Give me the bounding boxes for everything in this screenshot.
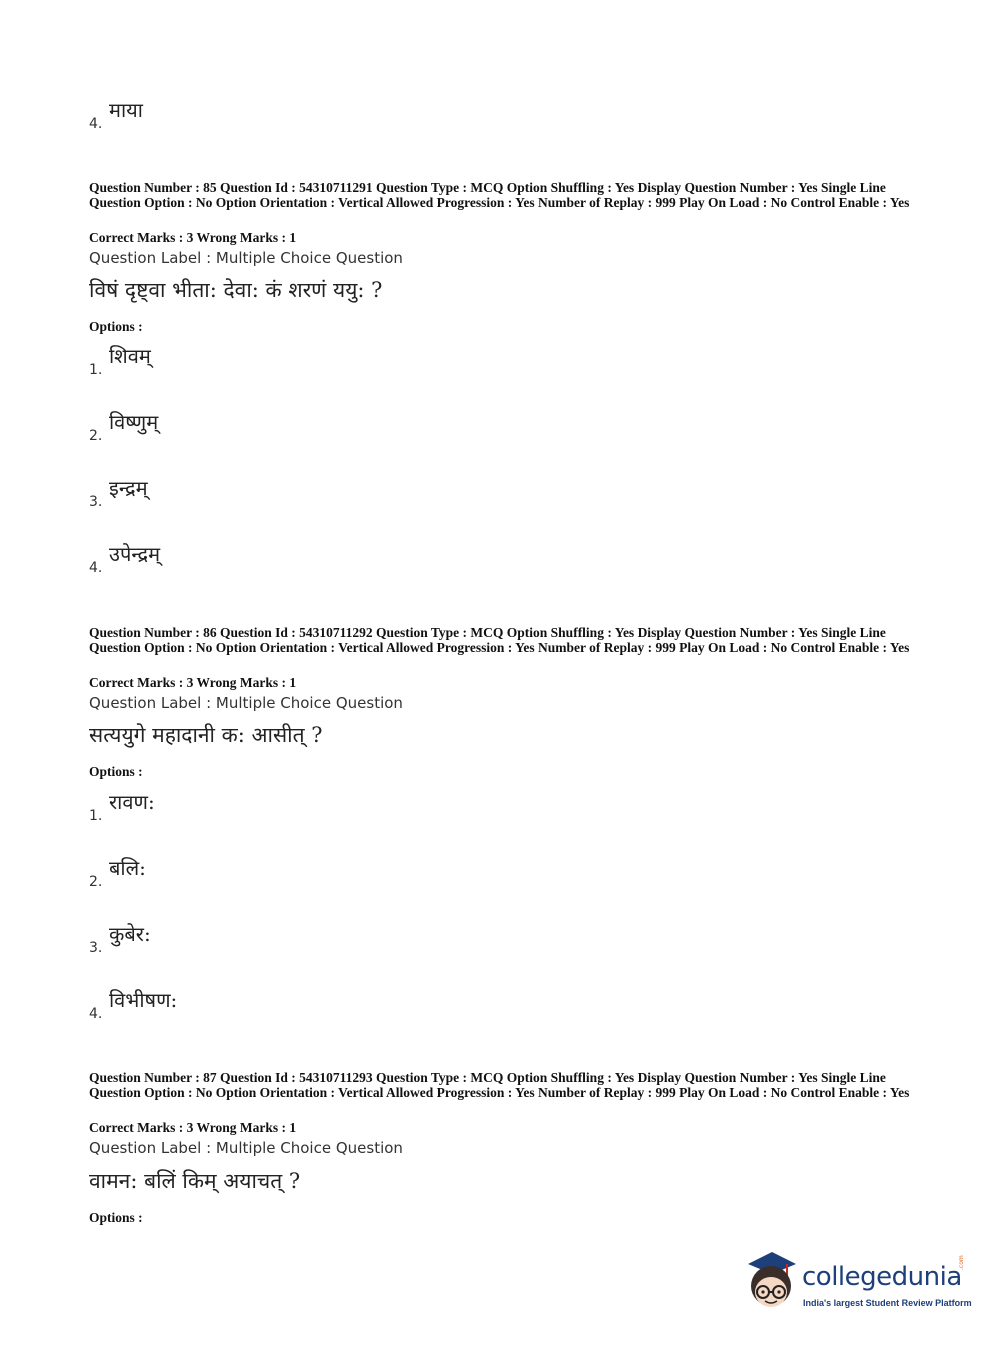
- mascot-icon: [742, 1250, 800, 1312]
- collegedunia-logo: [742, 1248, 972, 1318]
- option-number: 3.: [89, 940, 103, 956]
- option-number: 2.: [89, 428, 103, 444]
- option-number: 3.: [89, 494, 103, 510]
- option-number: 1.: [89, 808, 103, 824]
- q86-marks: Correct Marks : 3 Wrong Marks : 1: [89, 675, 297, 690]
- q85-question-text: विषं दृष्ट्वा भीता: देवा: कं शरणं ययु: ?: [89, 278, 383, 302]
- option-text: कुबेर:: [109, 922, 151, 946]
- option-text: इन्द्रम्: [109, 476, 148, 500]
- q86-label: Question Label : Multiple Choice Question: [89, 694, 403, 712]
- option-number: 4.: [89, 1006, 103, 1022]
- brand-tagline: India's largest Student Review Platform: [803, 1298, 972, 1308]
- option-text: माया: [109, 98, 143, 122]
- q86-options-label: Options :: [89, 764, 143, 779]
- option-text: विभीषण:: [109, 988, 178, 1012]
- q87-question-text: वामन: बलिं किम् अयाचत् ?: [89, 1169, 301, 1193]
- option-text: उपेन्द्रम्: [109, 542, 161, 566]
- q85-label: Question Label : Multiple Choice Question: [89, 249, 403, 267]
- q85-marks: Correct Marks : 3 Wrong Marks : 1: [89, 230, 297, 245]
- q87-label: Question Label : Multiple Choice Question: [89, 1139, 403, 1157]
- option-number: 1.: [89, 362, 103, 378]
- option-number: 2.: [89, 874, 103, 890]
- option-text: बलि:: [109, 856, 146, 880]
- q87-options-label: Options :: [89, 1210, 143, 1225]
- option-number: 4.: [89, 560, 103, 576]
- q86-meta: Question Number : 86 Question Id : 54310711292 Question Type : MCQ Option Shuffling : Yes Display Question Number : Yes Single Line Question Option : No Option Orientation : Vertical Allowed Progression : Yes Number of Replay : 999 Play On Load : No Control Enable : Yes: [89, 625, 910, 655]
- q85-meta: Question Number : 85 Question Id : 54310711291 Question Type : MCQ Option Shuffling : Yes Display Question Number : Yes Single Line Question Option : No Option Orientation : Vertical Allowed Progression : Yes Number of Replay : 999 Play On Load : No Control Enable : Yes: [89, 180, 910, 210]
- brand-name: collegedunia: [802, 1262, 962, 1292]
- q87-meta: Question Number : 87 Question Id : 54310711293 Question Type : MCQ Option Shuffling : Yes Display Question Number : Yes Single Line Question Option : No Option Orientation : Vertical Allowed Progression : Yes Number of Replay : 999 Play On Load : No Control Enable : Yes: [89, 1070, 910, 1100]
- option-number: 4.: [89, 116, 103, 132]
- q85-options-label: Options :: [89, 319, 143, 334]
- q87-marks: Correct Marks : 3 Wrong Marks : 1: [89, 1120, 297, 1135]
- q86-question-text: सत्ययुगे महादानी क: आसीत् ?: [89, 723, 323, 747]
- brand-dotcom: .com: [958, 1255, 965, 1270]
- option-text: शिवम्: [109, 344, 151, 368]
- option-text: रावण:: [109, 790, 155, 814]
- option-text: विष्णुम्: [109, 410, 159, 434]
